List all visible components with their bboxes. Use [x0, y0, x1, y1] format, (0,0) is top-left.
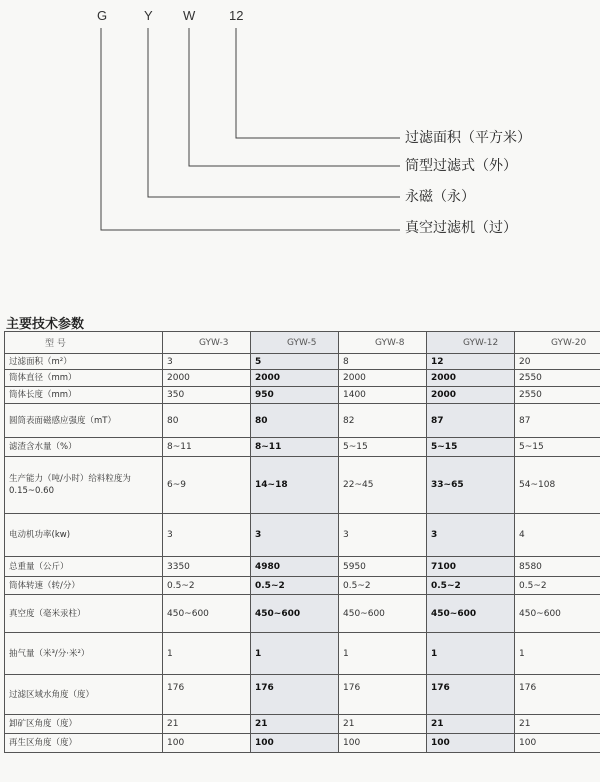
spec-value: 5~15	[515, 438, 600, 457]
spec-table-title: 主要技术参数	[6, 317, 85, 332]
spec-value: 5	[251, 354, 339, 370]
spec-value: 450~600	[515, 595, 600, 633]
spec-value: 21	[163, 715, 251, 734]
code-meaning-magnet: 永磁（永）	[405, 189, 475, 205]
param-label: 筒体转速（转/分）	[5, 577, 163, 595]
spec-value: 100	[163, 734, 251, 753]
spec-value: 2000	[427, 387, 515, 404]
param-label: 再生区角度（度）	[5, 734, 163, 753]
spec-value: 20	[515, 354, 600, 370]
param-label: 过滤面积（m²）	[5, 354, 163, 370]
table-row	[5, 675, 600, 715]
code-letter-y: Y	[144, 8, 153, 23]
param-label: 生产能力（吨/小时）给料粒度为0.15~0.60	[5, 457, 163, 514]
spec-value: 1	[339, 633, 427, 675]
spec-value: 54~108	[515, 457, 600, 514]
spec-value: 8580	[515, 557, 600, 577]
spec-value: 176	[339, 675, 427, 715]
code-letter-12: 12	[229, 8, 244, 23]
spec-value: 80	[251, 404, 339, 438]
connector-g	[101, 28, 400, 230]
spec-value: 1	[515, 633, 600, 675]
spec-value: 7100	[427, 557, 515, 577]
spec-value: 1	[427, 633, 515, 675]
table-row	[5, 370, 600, 387]
spec-value: 450~600	[163, 595, 251, 633]
spec-value: 21	[251, 715, 339, 734]
code-meaning-area: 过滤面积（平方米）	[405, 130, 531, 146]
spec-value: 3	[427, 514, 515, 557]
code-meaning-type: 筒型过滤式（外）	[405, 158, 517, 174]
spec-value: 14~18	[251, 457, 339, 514]
spec-value: 22~45	[339, 457, 427, 514]
table-row	[5, 438, 600, 457]
spec-value: 4980	[251, 557, 339, 577]
spec-value: 100	[251, 734, 339, 753]
connector-w	[189, 28, 400, 166]
spec-value: 87	[427, 404, 515, 438]
param-label: 卸矿区角度（度）	[5, 715, 163, 734]
spec-value: 87	[515, 404, 600, 438]
spec-value: 82	[339, 404, 427, 438]
spec-table	[4, 331, 600, 753]
model-code-diagram	[0, 0, 600, 250]
header-model: GYW-8	[339, 332, 427, 354]
table-row	[5, 734, 600, 753]
spec-value: 3	[251, 514, 339, 557]
spec-value: 0.5~2	[515, 577, 600, 595]
spec-value: 1	[163, 633, 251, 675]
spec-value: 0.5~2	[427, 577, 515, 595]
param-label: 圆筒表面磁感应强度（mT）	[5, 404, 163, 438]
param-label: 筒体长度（mm）	[5, 387, 163, 404]
spec-value: 100	[427, 734, 515, 753]
param-label: 真空度（毫米汞柱）	[5, 595, 163, 633]
spec-value: 5950	[339, 557, 427, 577]
spec-value: 350	[163, 387, 251, 404]
spec-value: 3	[163, 514, 251, 557]
spec-value: 1	[251, 633, 339, 675]
spec-value: 100	[339, 734, 427, 753]
spec-value: 450~600	[427, 595, 515, 633]
spec-value: 0.5~2	[163, 577, 251, 595]
spec-value: 5~15	[339, 438, 427, 457]
spec-value: 3350	[163, 557, 251, 577]
spec-value: 176	[251, 675, 339, 715]
connector-y	[148, 28, 400, 197]
code-meaning-filter: 真空过滤机（过）	[405, 220, 517, 236]
header-model: GYW-3	[163, 332, 251, 354]
header-model: GYW-5	[251, 332, 339, 354]
header-model: GYW-12	[427, 332, 515, 354]
param-label: 抽气量（米³/分·米²）	[5, 633, 163, 675]
spec-value: 0.5~2	[339, 577, 427, 595]
spec-value: 176	[515, 675, 600, 715]
table-row	[5, 354, 600, 370]
header-model: GYW-20	[515, 332, 600, 354]
spec-value: 3	[339, 514, 427, 557]
spec-value: 176	[163, 675, 251, 715]
spec-value: 12	[427, 354, 515, 370]
table-row	[5, 514, 600, 557]
spec-value: 6~9	[163, 457, 251, 514]
spec-value: 0.5~2	[251, 577, 339, 595]
spec-value: 5~15	[427, 438, 515, 457]
table-row	[5, 557, 600, 577]
spec-value: 450~600	[339, 595, 427, 633]
spec-value: 8~11	[163, 438, 251, 457]
spec-value: 3	[163, 354, 251, 370]
spec-value: 2000	[163, 370, 251, 387]
param-label: 过滤区域水角度（度）	[5, 675, 163, 715]
code-letter-g: G	[97, 8, 108, 23]
spec-value: 4	[515, 514, 600, 557]
spec-value: 176	[427, 675, 515, 715]
spec-value: 2000	[339, 370, 427, 387]
spec-value: 33~65	[427, 457, 515, 514]
param-label: 滤渣含水量（%）	[5, 438, 163, 457]
code-letter-w: W	[183, 8, 196, 23]
table-row	[5, 457, 600, 514]
spec-value: 950	[251, 387, 339, 404]
spec-value: 100	[515, 734, 600, 753]
connector-12	[236, 28, 400, 138]
spec-value: 80	[163, 404, 251, 438]
header-param: 型 号	[5, 332, 163, 354]
spec-value: 21	[339, 715, 427, 734]
spec-value: 8~11	[251, 438, 339, 457]
table-row	[5, 633, 600, 675]
table-row	[5, 715, 600, 734]
table-row	[5, 387, 600, 404]
spec-value: 2000	[427, 370, 515, 387]
param-label: 电动机功率(kw)	[5, 514, 163, 557]
spec-value: 8	[339, 354, 427, 370]
spec-value: 2550	[515, 370, 600, 387]
param-label: 筒体直径（mm）	[5, 370, 163, 387]
table-row	[5, 577, 600, 595]
param-label: 总重量（公斤）	[5, 557, 163, 577]
spec-value: 450~600	[251, 595, 339, 633]
table-row	[5, 404, 600, 438]
spec-value: 1400	[339, 387, 427, 404]
spec-value: 2550	[515, 387, 600, 404]
spec-value: 21	[515, 715, 600, 734]
table-header-row	[5, 332, 600, 354]
table-row	[5, 595, 600, 633]
spec-value: 21	[427, 715, 515, 734]
spec-value: 2000	[251, 370, 339, 387]
